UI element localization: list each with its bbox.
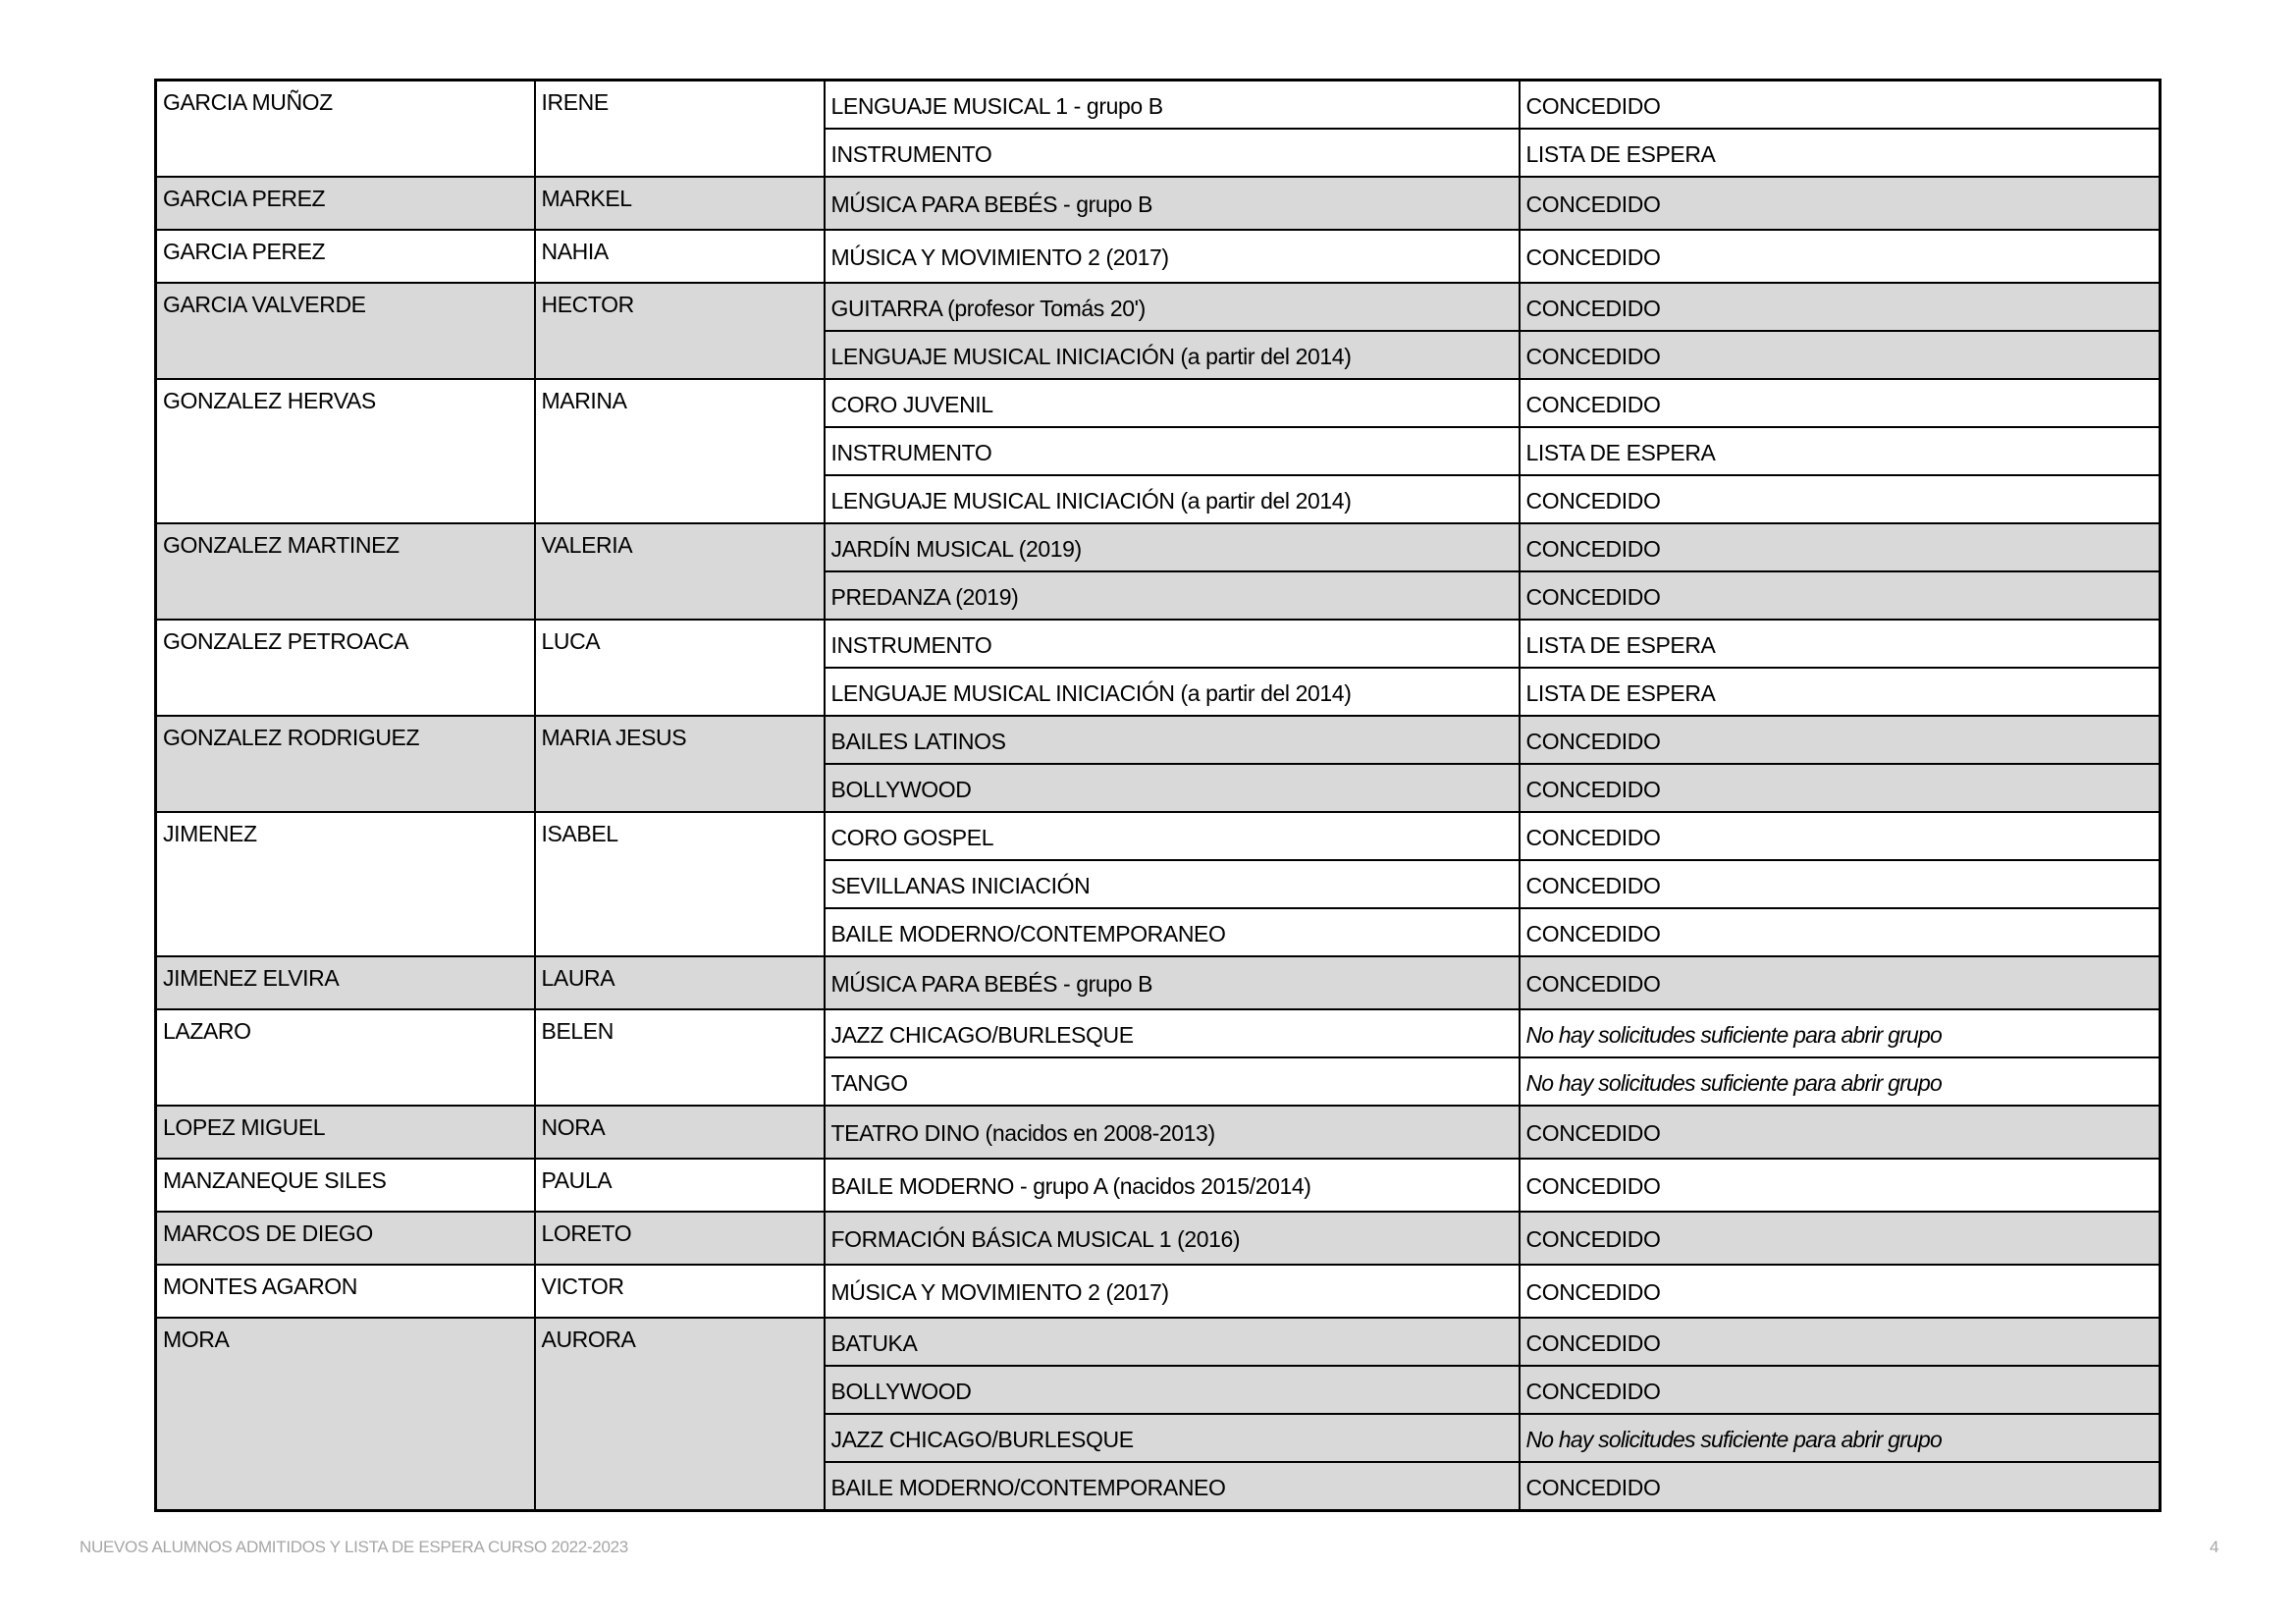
first-name-cell: LORETO [535, 1212, 825, 1265]
first-name-cell: NAHIA [535, 230, 825, 283]
activity-cell: MÚSICA PARA BEBÉS - grupo B [825, 956, 1520, 1009]
status-cell: CONCEDIDO [1520, 177, 2161, 230]
surname-cell: MORA [156, 1318, 535, 1511]
status-cell: CONCEDIDO [1520, 571, 2161, 620]
table-row [156, 177, 2161, 230]
status-cell: CONCEDIDO [1520, 379, 2161, 427]
first-name-cell: MARKEL [535, 177, 825, 230]
activity-cell: INSTRUMENTO [825, 620, 1520, 668]
first-name-cell: NORA [535, 1106, 825, 1159]
status-cell: CONCEDIDO [1520, 1106, 2161, 1159]
status-cell: LISTA DE ESPERA [1520, 129, 2161, 177]
first-name-cell: LAURA [535, 956, 825, 1009]
activity-cell: INSTRUMENTO [825, 129, 1520, 177]
table-row [156, 956, 2161, 1009]
activity-cell: INSTRUMENTO [825, 427, 1520, 475]
first-name-cell: VALERIA [535, 523, 825, 620]
surname-cell: JIMENEZ [156, 812, 535, 956]
status-cell: CONCEDIDO [1520, 716, 2161, 764]
status-cell: CONCEDIDO [1520, 81, 2161, 130]
enrolment-table-body [156, 81, 2161, 1511]
table-row [156, 1318, 2161, 1366]
status-cell: CONCEDIDO [1520, 1212, 2161, 1265]
table-row [156, 1106, 2161, 1159]
table-row [156, 523, 2161, 571]
status-cell: CONCEDIDO [1520, 475, 2161, 523]
status-cell: No hay solicitudes suficiente para abrir grupo [1520, 1057, 2161, 1106]
activity-cell: JARDÍN MUSICAL (2019) [825, 523, 1520, 571]
status-cell: No hay solicitudes suficiente para abrir grupo [1520, 1009, 2161, 1057]
activity-cell: LENGUAJE MUSICAL INICIACIÓN (a partir del 2014) [825, 668, 1520, 716]
page-number: 4 [2210, 1538, 2219, 1556]
table-row [156, 716, 2161, 764]
surname-cell: GONZALEZ HERVAS [156, 379, 535, 523]
activity-cell: LENGUAJE MUSICAL 1 - grupo B [825, 81, 1520, 130]
activity-cell: JAZZ CHICAGO/BURLESQUE [825, 1009, 1520, 1057]
activity-cell: LENGUAJE MUSICAL INICIACIÓN (a partir del 2014) [825, 475, 1520, 523]
surname-cell: GARCIA MUÑOZ [156, 81, 535, 178]
activity-cell: BAILES LATINOS [825, 716, 1520, 764]
first-name-cell: IRENE [535, 81, 825, 178]
first-name-cell: ISABEL [535, 812, 825, 956]
activity-cell: CORO GOSPEL [825, 812, 1520, 860]
status-cell: CONCEDIDO [1520, 1462, 2161, 1511]
status-cell: CONCEDIDO [1520, 331, 2161, 379]
status-cell: CONCEDIDO [1520, 1318, 2161, 1366]
first-name-cell: HECTOR [535, 283, 825, 379]
table-row [156, 230, 2161, 283]
first-name-cell: MARIA JESUS [535, 716, 825, 812]
activity-cell: FORMACIÓN BÁSICA MUSICAL 1 (2016) [825, 1212, 1520, 1265]
table-row [156, 1212, 2161, 1265]
status-cell: CONCEDIDO [1520, 1159, 2161, 1212]
surname-cell: GARCIA PEREZ [156, 177, 535, 230]
activity-cell: BAILE MODERNO/CONTEMPORANEO [825, 908, 1520, 956]
status-cell: LISTA DE ESPERA [1520, 427, 2161, 475]
activity-cell: TANGO [825, 1057, 1520, 1106]
surname-cell: MARCOS DE DIEGO [156, 1212, 535, 1265]
table-row [156, 620, 2161, 668]
surname-cell: MANZANEQUE SILES [156, 1159, 535, 1212]
activity-cell: BOLLYWOOD [825, 764, 1520, 812]
surname-cell: GARCIA PEREZ [156, 230, 535, 283]
surname-cell: LOPEZ MIGUEL [156, 1106, 535, 1159]
activity-cell: TEATRO DINO (nacidos en 2008-2013) [825, 1106, 1520, 1159]
first-name-cell: LUCA [535, 620, 825, 716]
surname-cell: GONZALEZ RODRIGUEZ [156, 716, 535, 812]
table-row [156, 81, 2161, 130]
activity-cell: BAILE MODERNO - grupo A (nacidos 2015/2014) [825, 1159, 1520, 1212]
status-cell: LISTA DE ESPERA [1520, 620, 2161, 668]
enrolment-table [154, 79, 2162, 1512]
status-cell: CONCEDIDO [1520, 812, 2161, 860]
activity-cell: MÚSICA Y MOVIMIENTO 2 (2017) [825, 1265, 1520, 1318]
activity-cell: BOLLYWOOD [825, 1366, 1520, 1414]
surname-cell: LAZARO [156, 1009, 535, 1106]
first-name-cell: AURORA [535, 1318, 825, 1511]
status-cell: CONCEDIDO [1520, 230, 2161, 283]
status-cell: CONCEDIDO [1520, 1265, 2161, 1318]
status-cell: No hay solicitudes suficiente para abrir grupo [1520, 1414, 2161, 1462]
activity-cell: MÚSICA PARA BEBÉS - grupo B [825, 177, 1520, 230]
surname-cell: JIMENEZ ELVIRA [156, 956, 535, 1009]
table-row [156, 812, 2161, 860]
activity-cell: CORO JUVENIL [825, 379, 1520, 427]
activity-cell: BATUKA [825, 1318, 1520, 1366]
first-name-cell: BELEN [535, 1009, 825, 1106]
footer-title: NUEVOS ALUMNOS ADMITIDOS Y LISTA DE ESPERA CURSO 2022-2023 [80, 1538, 628, 1556]
status-cell: CONCEDIDO [1520, 523, 2161, 571]
first-name-cell: PAULA [535, 1159, 825, 1212]
surname-cell: GARCIA VALVERDE [156, 283, 535, 379]
activity-cell: LENGUAJE MUSICAL INICIACIÓN (a partir del 2014) [825, 331, 1520, 379]
table-row [156, 1159, 2161, 1212]
first-name-cell: VICTOR [535, 1265, 825, 1318]
activity-cell: GUITARRA (profesor Tomás 20') [825, 283, 1520, 331]
status-cell: CONCEDIDO [1520, 956, 2161, 1009]
status-cell: CONCEDIDO [1520, 283, 2161, 331]
status-cell: CONCEDIDO [1520, 860, 2161, 908]
status-cell: CONCEDIDO [1520, 1366, 2161, 1414]
surname-cell: MONTES AGARON [156, 1265, 535, 1318]
surname-cell: GONZALEZ PETROACA [156, 620, 535, 716]
activity-cell: PREDANZA (2019) [825, 571, 1520, 620]
status-cell: CONCEDIDO [1520, 764, 2161, 812]
surname-cell: GONZALEZ MARTINEZ [156, 523, 535, 620]
status-cell: LISTA DE ESPERA [1520, 668, 2161, 716]
first-name-cell: MARINA [535, 379, 825, 523]
activity-cell: MÚSICA Y MOVIMIENTO 2 (2017) [825, 230, 1520, 283]
status-cell: CONCEDIDO [1520, 908, 2161, 956]
activity-cell: SEVILLANAS INICIACIÓN [825, 860, 1520, 908]
table-row [156, 1265, 2161, 1318]
activity-cell: BAILE MODERNO/CONTEMPORANEO [825, 1462, 1520, 1511]
table-row [156, 379, 2161, 427]
table-row [156, 283, 2161, 331]
table-row [156, 1009, 2161, 1057]
activity-cell: JAZZ CHICAGO/BURLESQUE [825, 1414, 1520, 1462]
